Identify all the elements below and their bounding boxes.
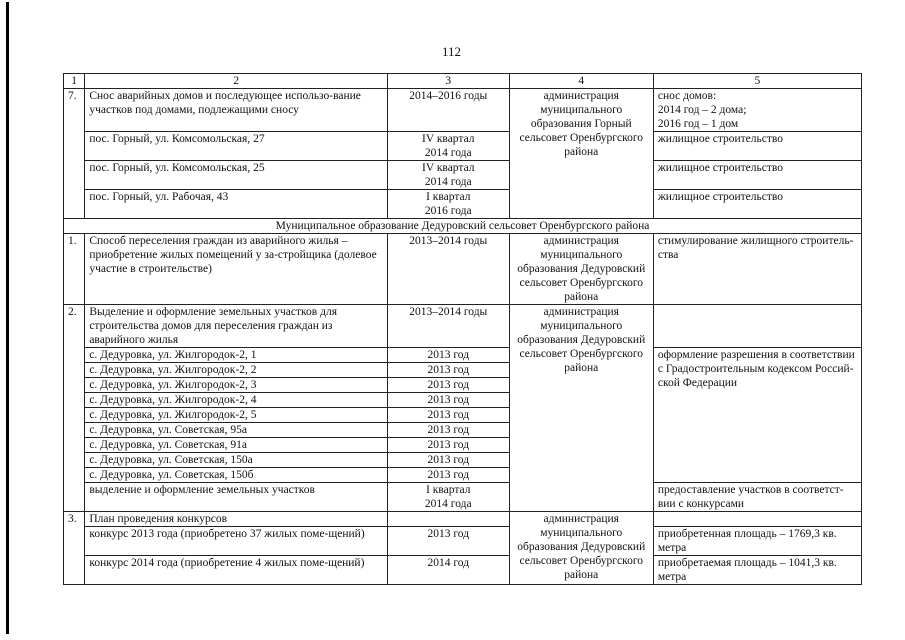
object-address: с. Дедуровка, ул. Советская, 95а (85, 423, 388, 438)
object-result: предоставление участков в соответст-вии с конкурсами (653, 483, 861, 512)
object-period: I квартал 2016 года (387, 190, 509, 219)
object-result: приобретаемая площадь – 1041,3 кв. метра (653, 556, 861, 585)
object-period: I квартал 2014 года (387, 483, 509, 512)
header-cell: 1 (64, 74, 85, 89)
table-row (64, 190, 862, 219)
object-period: IV квартал 2014 года (387, 161, 509, 190)
table-row (64, 132, 862, 161)
object-period: 2013 год (387, 453, 509, 468)
table-row (64, 512, 862, 527)
object-period: 2013 год (387, 438, 509, 453)
section-row (64, 219, 862, 234)
header-cell: 3 (387, 74, 509, 89)
item-responsible: администрация муниципального образования Дедуровский сельсовет Оренбургского района (509, 305, 653, 512)
item-responsible: администрация муниципального образования Дедуровский сельсовет Оренбургского района (509, 234, 653, 305)
item-number: 7. (64, 89, 85, 219)
item-period-empty (387, 512, 509, 527)
object-address: с. Дедуровка, ул. Жилгородок-2, 5 (85, 408, 388, 423)
object-result: приобретенная площадь – 1769,3 кв. метра (653, 527, 861, 556)
item-number: 3. (64, 512, 85, 585)
object-address: с. Дедуровка, ул. Советская, 150а (85, 453, 388, 468)
object-address: с. Дедуровка, ул. Жилгородок-2, 3 (85, 378, 388, 393)
item-period: 2013–2014 годы (387, 234, 509, 305)
object-period: 2013 год (387, 423, 509, 438)
object-address: с. Дедуровка, ул. Советская, 91а (85, 438, 388, 453)
object-address: с. Дедуровка, ул. Жилгородок-2, 4 (85, 393, 388, 408)
object-result: жилищное строительство (653, 132, 861, 161)
object-result: жилищное строительство (653, 190, 861, 219)
item-result: снос домов: 2014 год – 2 дома; 2016 год – 1 дом (653, 89, 861, 132)
item-number: 1. (64, 234, 85, 305)
object-period: 2013 год (387, 527, 509, 556)
item-result-empty (653, 305, 861, 348)
object-address: конкурс 2014 года (приобретение 4 жилых поме-щений) (85, 556, 388, 585)
object-address: пос. Горный, ул. Комсомольская, 27 (85, 132, 388, 161)
table-row (64, 161, 862, 190)
object-period: 2014 год (387, 556, 509, 585)
item-result-empty (653, 512, 861, 527)
item-period: 2013–2014 годы (387, 305, 509, 348)
object-result: жилищное строительство (653, 161, 861, 190)
object-period: 2013 год (387, 393, 509, 408)
item-period: 2014–2016 годы (387, 89, 509, 132)
object-address: пос. Горный, ул. Комсомольская, 25 (85, 161, 388, 190)
table-row (64, 305, 862, 348)
binder-edge (6, 2, 9, 634)
header-cell: 2 (85, 74, 388, 89)
object-period: 2013 год (387, 408, 509, 423)
item-title: Способ переселения граждан из аварийного жилья – приобретение жилых помещений у за-стройщика (долевое участие в строительстве) (85, 234, 388, 305)
item-result-block: оформление разрешения в соответствии с Градостроительным кодексом Россий-ской Федерации (653, 348, 861, 483)
section-title: Муниципальное образование Дедуровский сельсовет Оренбургского района (64, 219, 862, 234)
item-title: Снос аварийных домов и последующее использо-вание участков под домами, подлежащими сносу (85, 89, 388, 132)
table-row (64, 483, 862, 512)
table-row (64, 556, 862, 585)
object-address: с. Дедуровка, ул. Жилгородок-2, 2 (85, 363, 388, 378)
table-row (64, 348, 862, 363)
object-period: 2013 год (387, 468, 509, 483)
header-cell: 4 (509, 74, 653, 89)
item-number: 2. (64, 305, 85, 512)
table-row (64, 89, 862, 132)
item-title: План проведения конкурсов (85, 512, 388, 527)
object-period: 2013 год (387, 348, 509, 363)
page-number: 112 (442, 44, 462, 59)
object-address: пос. Горный, ул. Рабочая, 43 (85, 190, 388, 219)
object-period: IV квартал 2014 года (387, 132, 509, 161)
object-period: 2013 год (387, 378, 509, 393)
object-address: с. Дедуровка, ул. Советская, 150б (85, 468, 388, 483)
item-title: Выделение и оформление земельных участков для строительства домов для переселения граждан из аварийного жилья (85, 305, 388, 348)
header-row (64, 74, 862, 89)
header-cell: 5 (653, 74, 861, 89)
table-row (64, 234, 862, 305)
table-row (64, 527, 862, 556)
item-result: стимулирование жилищного строитель-ства (653, 234, 861, 305)
object-address: выделение и оформление земельных участков (85, 483, 388, 512)
object-period: 2013 год (387, 363, 509, 378)
object-address: конкурс 2013 года (приобретено 37 жилых поме-щений) (85, 527, 388, 556)
item-responsible: администрация муниципального образования Дедуровский сельсовет Оренбургского района (509, 512, 653, 585)
item-responsible: администрация муниципального образования Горный сельсовет Оренбургского района (509, 89, 653, 219)
program-table (63, 73, 862, 585)
object-address: с. Дедуровка, ул. Жилгородок-2, 1 (85, 348, 388, 363)
